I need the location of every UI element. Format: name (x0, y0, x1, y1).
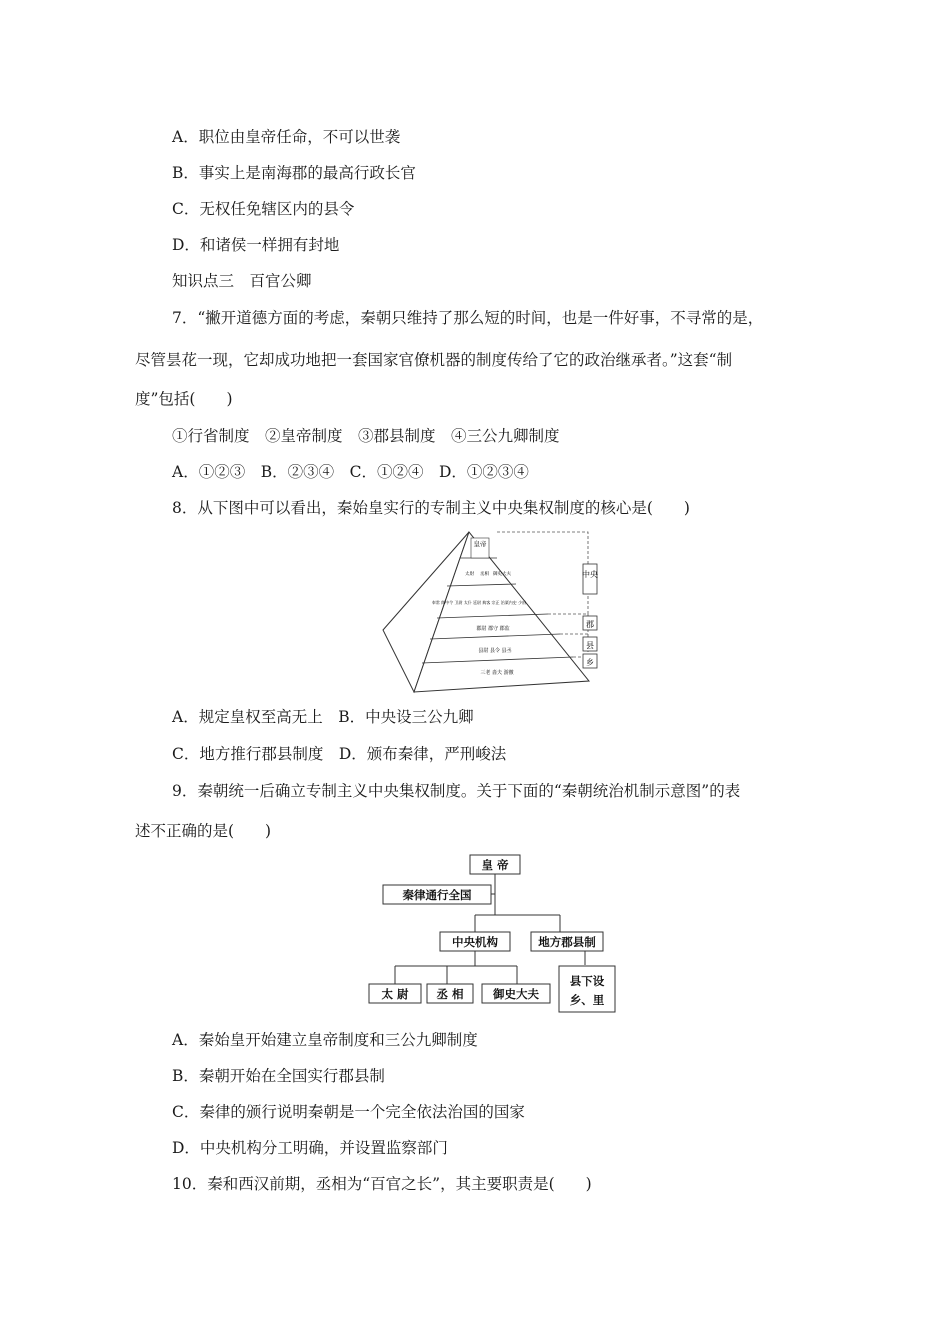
q8-stem: 8．从下图中可以看出，秦始皇实行的专制主义中央集权制度的核心是( ) (172, 499, 690, 517)
chart-local: 地方郡县制 (538, 935, 596, 949)
q6-option-b: B．事实上是南海郡的最高行政长官 (172, 164, 416, 182)
chart-emperor: 皇 帝 (481, 858, 509, 872)
q9-option-b: B．秦朝开始在全国实行郡县制 (172, 1067, 385, 1085)
q6-option-a: A．职位由皇帝任命，不可以世袭 (172, 128, 401, 146)
chart-yushi: 御史大夫 (493, 987, 539, 1001)
chart-central: 中央机构 (452, 935, 498, 949)
q8-options-line1: A．规定皇权至高无上 B．中央设三公九卿 (172, 708, 474, 726)
pyramid-level5: 县尉 县令 县丞 (478, 648, 512, 654)
chart-county-line2: 乡、里 (569, 993, 605, 1007)
q9-option-c: C．秦律的颁行说明秦朝是一个完全依法治国的国家 (172, 1103, 525, 1121)
q9-option-a: A．秦始皇开始建立皇帝制度和三公九卿制度 (172, 1031, 478, 1049)
bracket-central: 中央 (582, 570, 598, 579)
q6-option-c: C．无权任免辖区内的县令 (172, 200, 355, 218)
q7-options: A．①②③ B．②③④ C．①②④ D．①②③④ (172, 463, 529, 481)
pyramid-figure (375, 526, 610, 696)
bracket-jun: 郡 (586, 620, 594, 629)
section-title: 知识点三 百官公卿 (172, 272, 312, 290)
pyramid-level6: 三老 啬夫 游徼 (480, 670, 514, 676)
q9-stem-line1: 9．秦朝统一后确立专制主义中央集权制度。关于下面的“秦朝统治机制示意图”的表 (172, 782, 741, 800)
qin-structure-chart (365, 850, 625, 1020)
bracket-xiang: 乡 (586, 658, 594, 667)
q7-items: ①行省制度 ②皇帝制度 ③郡县制度 ④三公九卿制度 (172, 427, 560, 445)
pyramid-level3: 奉常 郎中令 卫尉 太仆 廷尉 典客 宗正 治粟内史 少府 (431, 600, 527, 605)
chart-law: 秦律通行全国 (402, 888, 472, 902)
pyramid-level2-right: 御史大夫 (493, 572, 511, 577)
chart-chengxiang: 丞 相 (436, 987, 464, 1001)
pyramid-emperor: 皇帝 (473, 540, 487, 548)
pyramid-level2-left: 太尉 (465, 572, 474, 577)
chart-county-line1: 县下设 (569, 974, 605, 988)
q9-stem-line2: 述不正确的是( ) (135, 822, 272, 840)
q7-stem-line1: 7．“撇开道德方面的考虑，秦朝只维持了那么短的时间，也是一件好事，不寻常的是， (172, 309, 764, 327)
pyramid-level2-mid: 丞相 (480, 572, 489, 577)
q10-stem: 10．秦和西汉前期，丞相为“百官之长”，其主要职责是( ) (172, 1175, 592, 1193)
q6-option-d: D．和诸侯一样拥有封地 (172, 236, 340, 254)
bracket-xian: 县 (586, 641, 594, 650)
q7-stem-line2: 尽管昙花一现，它却成功地把一套国家官僚机器的制度传给了它的政治继承者。”这套“制 (135, 351, 733, 369)
q7-stem-line3: 度”包括( ) (135, 390, 233, 408)
chart-taiwei: 太 尉 (381, 987, 409, 1001)
q9-option-d: D．中央机构分工明确，并设置监察部门 (172, 1139, 448, 1157)
q8-options-line2: C．地方推行郡县制度 D．颁布秦律，严刑峻法 (172, 745, 507, 763)
pyramid-level4: 郡尉 郡守 郡监 (476, 626, 510, 632)
